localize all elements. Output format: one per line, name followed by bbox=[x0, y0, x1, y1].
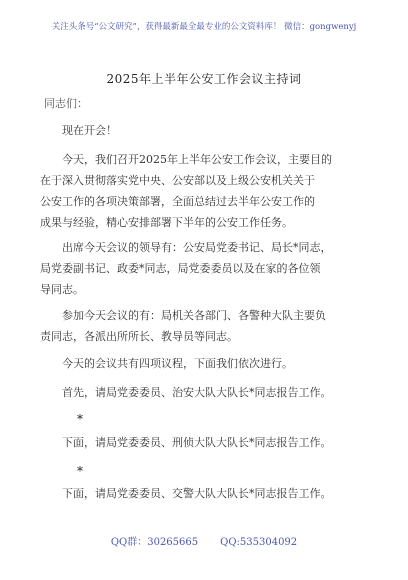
header-notice: 关注头条号“公文研究”，获得最新最全最专业的公文资料库！ 微信：gongwenyj bbox=[51, 22, 357, 32]
footer-qq-group: QQ群：30265665 bbox=[110, 537, 199, 548]
paragraph-line: 今天，我们召开2025年上半年公安工作会议，主要目的 bbox=[62, 153, 332, 166]
paragraph-report-2 bbox=[62, 432, 362, 453]
paragraph-line: 首先，请局党委委员、治安大队大队长*同志报告工作。 bbox=[62, 386, 332, 399]
paragraph-participants bbox=[40, 305, 362, 347]
paragraph-opening bbox=[62, 120, 362, 141]
salutation: 同志们： bbox=[44, 97, 88, 110]
paragraph-line: 下面，请局党委委员、交警大队大队长*同志报告工作。 bbox=[62, 487, 332, 500]
separator-mark: * bbox=[77, 412, 83, 426]
paragraph-line: 出席今天会议的领导有：公安局党委书记、局长*同志， bbox=[62, 241, 332, 254]
paragraph-line: 现在开会！ bbox=[62, 124, 117, 137]
paragraph-report-3 bbox=[62, 483, 362, 504]
paragraph-report-1 bbox=[62, 382, 362, 403]
paragraph-line: 局党委副书记、政委*同志，局党委委员以及在家的各位领 bbox=[40, 262, 321, 275]
document-title: 2025年上半年公安工作会议主持词 bbox=[106, 72, 302, 86]
paragraph-line: 导同志。 bbox=[40, 283, 84, 296]
paragraph-purpose bbox=[40, 149, 362, 233]
paragraph-line: 责同志，各派出所所长、教导员等同志。 bbox=[40, 330, 238, 343]
paragraph-line: 今天的会议共有四项议程，下面我们依次进行。 bbox=[62, 357, 293, 370]
paragraph-line: 参加今天会议的有：局机关各部门、各警种大队主要负 bbox=[62, 309, 326, 322]
paragraph-line: 下面，请局党委委员、刑侦大队大队长*同志报告工作。 bbox=[62, 436, 332, 449]
footer-qq-number: QQ:535304092 bbox=[220, 537, 298, 548]
paragraph-line: 成果与经验，精心安排部署下半年的公安工作任务。 bbox=[40, 216, 293, 229]
paragraph-agenda bbox=[62, 353, 362, 374]
paragraph-line: 公安工作的各项决策部署，全面总结过去半年公安工作的 bbox=[40, 195, 315, 208]
separator-mark: * bbox=[77, 464, 83, 478]
paragraph-line: 在于深入贯彻落实党中央、公安部以及上级公安机关关于 bbox=[40, 174, 315, 187]
footer-contacts bbox=[0, 533, 408, 548]
paragraph-attending-leaders bbox=[40, 237, 362, 300]
